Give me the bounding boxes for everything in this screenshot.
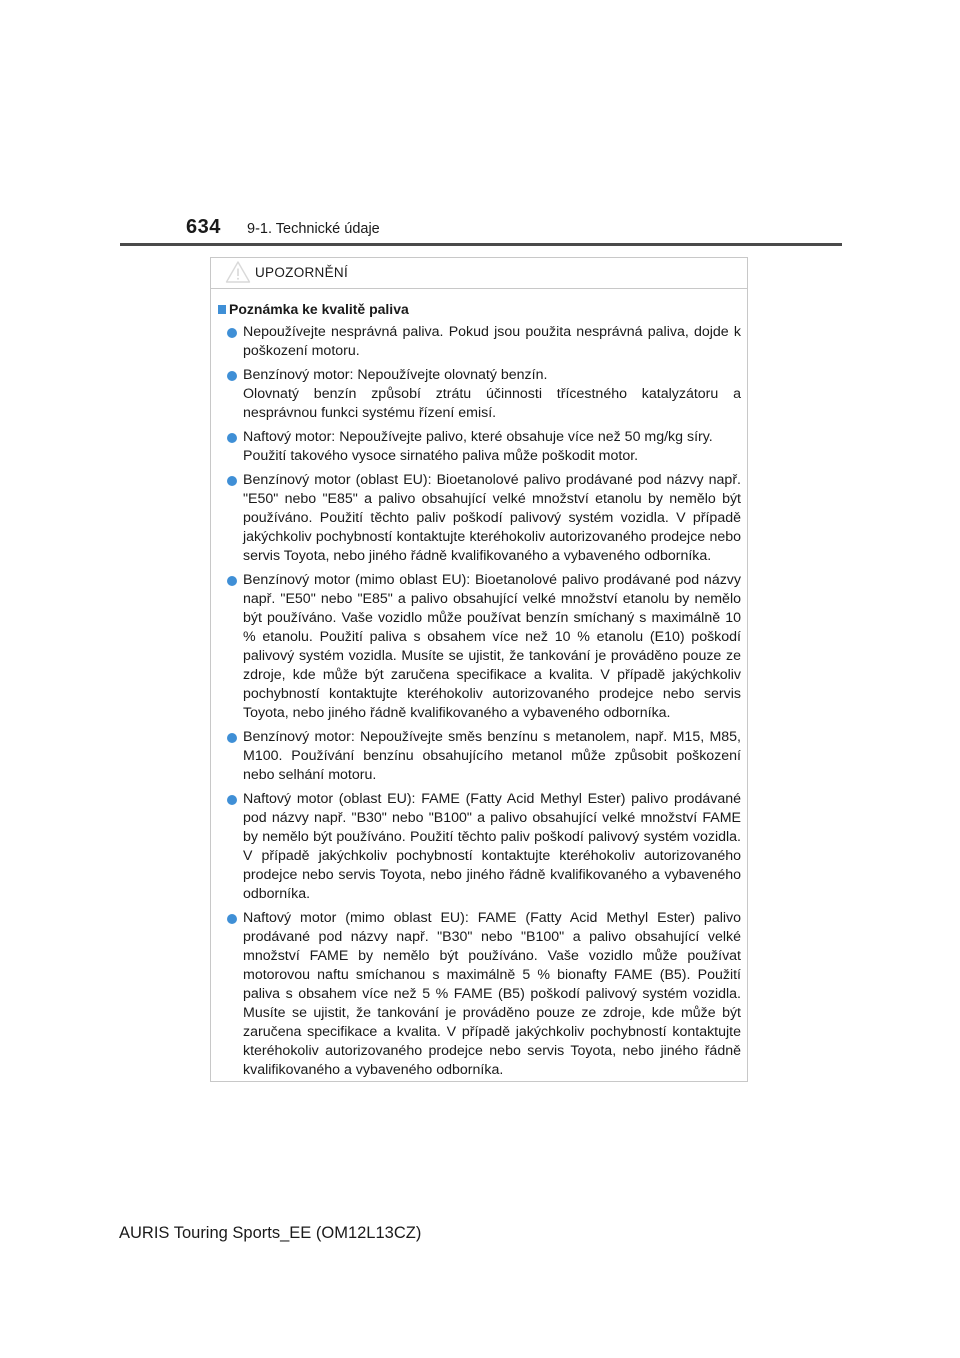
bullet-dot-icon [227,371,237,381]
square-bullet-icon [218,305,226,314]
warning-body [211,289,747,1080]
list-item [217,728,741,785]
list-item [217,366,741,423]
footer-model-code: AURIS Touring Sports_EE (OM12L13CZ) [119,1224,422,1242]
bullet-dot-icon [227,576,237,586]
bullet-dot-icon [227,795,237,805]
list-item [217,428,741,466]
list-item [217,571,741,723]
list-item [217,909,741,1080]
list-item-text: Naftový motor (oblast EU): FAME (Fatty Acid Methyl Ester) palivo prodávané pod názvy např. "B30" nebo "B100" a palivo obsahující velké množství FAME by nemělo být používáno. Použití těchto paliv poškodí palivový systém vozidla. V případě jakýchkoliv pochybností kontaktujte kteréhokoliv autorizovaného prodejce nebo servis Toyota, nebo jiného řádně kvalifikovaného a vybaveného odborníka. [243,791,741,902]
warning-header [211,258,747,289]
list-item-text: Benzínový motor: Nepoužívejte olovnatý benzín. Olovnatý benzín způsobí ztrátu účinnosti třícestného katalyzátoru a nesprávnou funkci systému řízení emisí. [243,367,741,421]
list-item [217,323,741,361]
list-item-text: Nepoužívejte nesprávná paliva. Pokud jsou použita nesprávná paliva, dojde k poškození motoru. [243,324,741,359]
warning-triangle-icon [225,260,251,284]
list-item-text: Benzínový motor (oblast EU): Bioetanolové palivo prodávané pod názvy např. "E50" nebo "E85" a palivo obsahující velké množství etanolu by nemělo být používáno. Použití těchto paliv poškodí palivový systém vozidla. V případě jakýchkoliv pochybností kontaktujte kteréhokoliv autorizovaného prodejce nebo servis Toyota, nebo jiného řádně kvalifikovaného a vybaveného odborníka. [243,472,741,564]
list-item-text: Benzínový motor: Nepoužívejte směs benzínu s metanolem, např. M15, M85, M100. Používání benzínu obsahujícího metanol může způsobit poškození nebo selhání motoru. [243,729,741,783]
bullet-dot-icon [227,914,237,924]
list-item-text: Benzínový motor (mimo oblast EU): Bioetanolové palivo prodávané pod názvy např. "E50" nebo "E85" a palivo obsahující velké množství etanolu by nemělo být používáno. Vaše vozidlo může používat benzín smíchaný s maximálně 10 % etanolu. Použití paliva s obsahem více než 10 % etanolu (E10) poškodí palivový systém vozidla. Musíte se ujistit, že tankování je prováděno pouze ze zdroje, kde může být zaručena specifikace a kvalita. V případě jakýchkoliv pochybností kontaktujte kteréhokoliv autorizovaného prodejce nebo servis Toyota, nebo jiného řádně kvalifikovaného a vybaveného odborníka. [243,572,741,721]
list-item [217,471,741,566]
warning-box [210,257,748,1082]
header-rule [120,243,842,246]
section-heading-text: Poznámka ke kvalitě paliva [229,301,409,317]
warning-label: UPOZORNĚNÍ [255,265,349,280]
bullet-dot-icon [227,433,237,443]
list-item [217,790,741,904]
bullet-dot-icon [227,328,237,338]
page-number: 634 [186,216,221,238]
section-heading [217,301,741,317]
bullet-list [217,323,741,1080]
bullet-dot-icon [227,476,237,486]
list-item-text: Naftový motor (mimo oblast EU): FAME (Fatty Acid Methyl Ester) palivo prodávané pod názvy např. "B30" nebo "B100" a palivo obsahující velké množství FAME by nemělo být používáno. Vaše vozidlo může používat motorovou naftu smíchanou s maximálně 5 % bionafty FAME (B5). Použití paliva s obsahem více než 5 % FAME (B5) poškodí palivový systém vozidla. Musíte se ujistit, že tankování je prováděno pouze ze zdroje, kde může být zaručena specifikace a kvalita. V případě jakýchkoliv pochybností kontaktujte kteréhokoliv autorizovaného prodejce nebo servis Toyota, nebo jiného řádně kvalifikovaného a vybaveného odborníka. [243,910,741,1078]
bullet-dot-icon [227,733,237,743]
section-title: 9-1. Technické údaje [247,221,380,237]
list-item-text: Naftový motor: Nepoužívejte palivo, které obsahuje více než 50 mg/kg síry. Použití takového vysoce sirnatého paliva může poškodit motor. [243,429,713,464]
